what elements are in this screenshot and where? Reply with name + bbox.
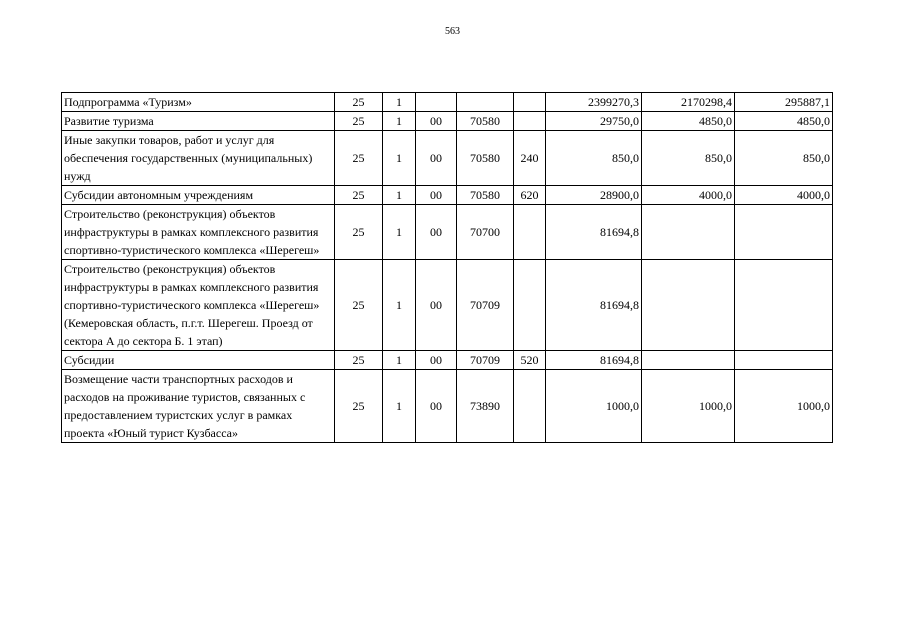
cell-code-a: 25 (335, 260, 383, 351)
table-row (62, 351, 833, 370)
budget-table (61, 92, 833, 443)
cell-value-1: 81694,8 (546, 351, 642, 370)
cell-value-2: 850,0 (642, 131, 735, 186)
cell-code-e (514, 260, 546, 351)
cell-code-e (514, 370, 546, 443)
cell-value-2 (642, 351, 735, 370)
table-row (62, 93, 833, 112)
cell-value-3 (735, 351, 833, 370)
cell-code-d: 70580 (457, 112, 514, 131)
cell-code-e: 240 (514, 131, 546, 186)
cell-name: Субсидии автономным учреждениям (62, 186, 335, 205)
table-row (62, 370, 833, 443)
table-body (62, 93, 833, 443)
cell-code-e (514, 205, 546, 260)
cell-code-c: 00 (416, 260, 457, 351)
cell-code-d: 70580 (457, 131, 514, 186)
cell-code-c: 00 (416, 112, 457, 131)
table-row (62, 131, 833, 186)
cell-code-c: 00 (416, 131, 457, 186)
cell-code-a: 25 (335, 351, 383, 370)
cell-code-c: 00 (416, 351, 457, 370)
cell-value-3 (735, 260, 833, 351)
cell-value-3: 4000,0 (735, 186, 833, 205)
cell-code-d: 70709 (457, 351, 514, 370)
cell-name: Подпрограмма «Туризм» (62, 93, 335, 112)
table-row (62, 260, 833, 351)
cell-code-c: 00 (416, 370, 457, 443)
cell-code-c (416, 93, 457, 112)
cell-value-2: 2170298,4 (642, 93, 735, 112)
cell-name: Развитие туризма (62, 112, 335, 131)
cell-value-1: 29750,0 (546, 112, 642, 131)
cell-value-3: 850,0 (735, 131, 833, 186)
table-row (62, 112, 833, 131)
cell-value-2: 1000,0 (642, 370, 735, 443)
cell-value-1: 81694,8 (546, 260, 642, 351)
cell-code-d: 73890 (457, 370, 514, 443)
cell-value-3 (735, 205, 833, 260)
cell-name: Субсидии (62, 351, 335, 370)
cell-value-2: 4000,0 (642, 186, 735, 205)
cell-code-d (457, 93, 514, 112)
cell-code-a: 25 (335, 186, 383, 205)
cell-code-a: 25 (335, 112, 383, 131)
cell-name: Строительство (реконструкция) объектов инфраструктуры в рамках комплексного развития спортивно-туристического комплекса «Шерегеш» (62, 205, 335, 260)
cell-code-e: 620 (514, 186, 546, 205)
table-row (62, 186, 833, 205)
cell-code-b: 1 (383, 186, 416, 205)
cell-code-a: 25 (335, 131, 383, 186)
cell-code-d: 70700 (457, 205, 514, 260)
cell-value-1: 1000,0 (546, 370, 642, 443)
cell-code-b: 1 (383, 205, 416, 260)
cell-code-b: 1 (383, 112, 416, 131)
cell-code-a: 25 (335, 93, 383, 112)
cell-value-2 (642, 205, 735, 260)
cell-code-e (514, 93, 546, 112)
cell-value-3: 4850,0 (735, 112, 833, 131)
cell-code-b: 1 (383, 93, 416, 112)
cell-code-c: 00 (416, 205, 457, 260)
cell-code-b: 1 (383, 370, 416, 443)
cell-value-2: 4850,0 (642, 112, 735, 131)
cell-code-c: 00 (416, 186, 457, 205)
cell-code-d: 70709 (457, 260, 514, 351)
cell-code-e (514, 112, 546, 131)
cell-code-e: 520 (514, 351, 546, 370)
cell-code-d: 70580 (457, 186, 514, 205)
cell-code-a: 25 (335, 370, 383, 443)
cell-code-b: 1 (383, 351, 416, 370)
table-row (62, 205, 833, 260)
cell-code-b: 1 (383, 131, 416, 186)
cell-value-2 (642, 260, 735, 351)
cell-name: Возмещение части транспортных расходов и расходов на проживание туристов, связанных с предоставлением туристских услуг в рамках проекта «Юный турист Кузбасса» (62, 370, 335, 443)
cell-value-1: 28900,0 (546, 186, 642, 205)
cell-code-a: 25 (335, 205, 383, 260)
cell-name: Строительство (реконструкция) объектов инфраструктуры в рамках комплексного развития спортивно-туристического комплекса «Шерегеш» (Кемеровская область, п.г.т. Шерегеш. Проезд от сектора А до сектора Б. 1 этап) (62, 260, 335, 351)
cell-value-3: 295887,1 (735, 93, 833, 112)
cell-value-3: 1000,0 (735, 370, 833, 443)
page-number: 563 (445, 26, 460, 37)
cell-code-b: 1 (383, 260, 416, 351)
cell-name: Иные закупки товаров, работ и услуг для обеспечения государственных (муниципальных) нужд (62, 131, 335, 186)
cell-value-1: 2399270,3 (546, 93, 642, 112)
cell-value-1: 850,0 (546, 131, 642, 186)
cell-value-1: 81694,8 (546, 205, 642, 260)
